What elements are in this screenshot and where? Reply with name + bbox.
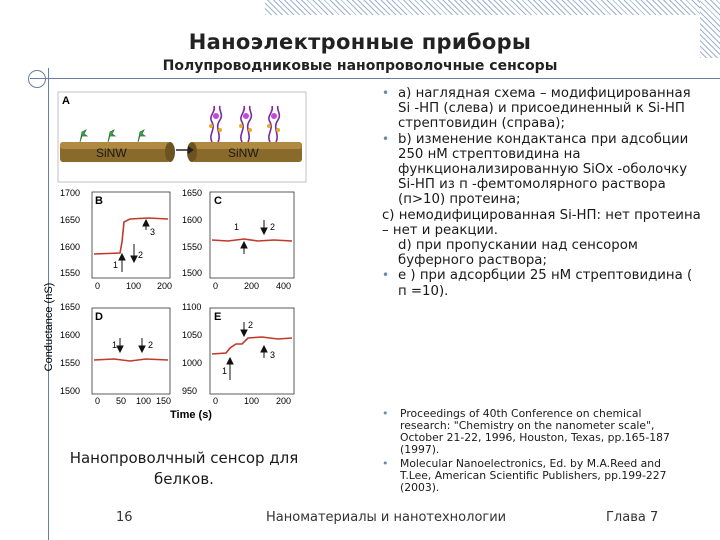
panel-e-ytick: 1050 [182, 330, 203, 340]
slide-title: Наноэлектронные приборы [188, 30, 532, 54]
panel-c-frame [210, 192, 294, 278]
description-item [382, 132, 702, 208]
panel-b-ytick: 1550 [60, 268, 81, 278]
panel-b-frame [92, 192, 170, 278]
bullet-icon: • [382, 86, 390, 100]
panel-b-ytick: 1600 [60, 242, 81, 252]
reference-text: Molecular Nanoelectronics, Ed. by M.A.Reed and T.Lee, American Scientific Publishers, pp.199-227 (2003). [400, 457, 667, 494]
reference-item [382, 458, 682, 494]
panel-c-marker: 2 [270, 222, 276, 232]
nanowire-right-label: SiNW [228, 146, 259, 160]
panel-b-xtick: 200 [157, 281, 173, 291]
panel-e-marker: 1 [222, 366, 228, 376]
panel-c-xtick: 0 [213, 281, 219, 291]
description-text: b) изменение кондактанса при адсобции 250 нМ стрептовидина на функционализированную SiOx -оболочку Si-НП из п -фемтомолярного раствора (п>10) протеина; [398, 131, 689, 208]
y-axis-label: Conductance (nS) [43, 282, 55, 372]
panel-b-marker: 3 [150, 227, 156, 237]
panel-b [60, 188, 172, 291]
panel-c-ytick: 1600 [182, 215, 203, 225]
nanowire-left-label: SiNW [96, 146, 127, 160]
slide-subtitle: Полупроводниковые нанопроволочные сенсоры [162, 58, 558, 74]
panel-e-ytick: 1000 [182, 358, 203, 368]
bullet-icon: • [382, 407, 389, 420]
description-item [382, 238, 702, 268]
panel-b-xtick: 0 [95, 281, 101, 291]
footer-course-title: Наноматериалы и нанотехнологии [266, 510, 507, 525]
figure-caption: Нанопроволчный сенсор для белков. [69, 449, 299, 488]
panel-e-label: E [214, 311, 222, 323]
panel-d-ytick: 1600 [60, 330, 81, 340]
panel-c-label: C [214, 195, 222, 207]
panel-e-marker: 3 [270, 350, 276, 360]
panel-d [60, 302, 171, 406]
panel-e-ytick: 950 [182, 386, 198, 396]
panel-b-marker: 2 [138, 250, 144, 260]
panel-d-xtick: 0 [95, 396, 101, 406]
panel-c-xtick: 400 [276, 281, 292, 291]
panel-b-xtick: 100 [126, 281, 142, 291]
panel-d-ytick: 1500 [60, 386, 81, 396]
panel-c-ytick: 1650 [182, 188, 203, 198]
panel-e [182, 302, 294, 406]
panel-e-marker: 2 [248, 320, 254, 330]
description-text: d) при пропускании над сенсором буферного раствора; [398, 238, 638, 269]
x-axis-label: Time (s) [170, 409, 212, 421]
header-hatch-decoration [265, 0, 720, 15]
nanowire-right [187, 142, 302, 162]
references-list [382, 408, 682, 496]
panel-d-xtick: 100 [136, 396, 152, 406]
page-number: 16 [116, 510, 133, 525]
panel-d-frame [92, 308, 170, 394]
panel-d-label: D [95, 311, 103, 323]
figure-description [382, 86, 702, 299]
panel-b-marker: 1 [113, 260, 119, 270]
corner-ring-decoration [28, 70, 46, 88]
panel-a-label: A [62, 95, 70, 107]
panel-d-xtick: 50 [116, 396, 127, 406]
bullet-icon: • [382, 457, 389, 470]
description-text: c) немодифицированная Si-НП: нет протеина – нет и реакции. [382, 207, 701, 238]
description-text: e ) при адсорбции 25 нМ стрептовидина ( п =10). [398, 268, 693, 299]
reference-text: Proceedings of 40th Conference on chemical research: "Chemistry on the nanometer scale", October 21-22, 1996, Houston, Texas, pp.165-187 (1997). [400, 407, 670, 456]
panel-c [182, 188, 294, 291]
panel-d-marker: 1 [112, 340, 118, 350]
bullet-icon: • [382, 268, 390, 283]
nanowire-sensor-figure [43, 92, 308, 422]
description-item [382, 208, 702, 238]
footer-chapter: Глава 7 [606, 510, 659, 525]
nanowire-left [60, 142, 175, 162]
description-item [382, 268, 702, 298]
description-text: a) наглядная схема – модифицированная Si -НП (слева) и присоединенный к Si-НП стрептовидин (справа); [398, 86, 691, 132]
panel-d-ytick: 1550 [60, 358, 81, 368]
panel-b-ytick: 1700 [60, 188, 81, 198]
panel-c-ytick: 1550 [182, 242, 203, 252]
panel-e-ytick: 1100 [182, 302, 202, 312]
panel-e-xtick: 0 [213, 396, 219, 406]
description-item [382, 86, 702, 132]
bullet-icon: • [382, 131, 390, 146]
reference-item [382, 408, 682, 456]
header-divider [30, 78, 720, 79]
panel-d-xtick: 150 [156, 396, 172, 406]
panel-c-ytick: 1500 [182, 268, 203, 278]
panel-e-xtick: 200 [276, 396, 292, 406]
panel-c-xtick: 200 [244, 281, 260, 291]
panel-b-label: B [95, 195, 103, 207]
panel-d-marker: 2 [148, 340, 154, 350]
panel-c-marker: 1 [234, 222, 240, 232]
panel-d-ytick: 1650 [60, 302, 81, 312]
panel-b-ytick: 1650 [60, 215, 81, 225]
panel-e-xtick: 100 [244, 396, 260, 406]
